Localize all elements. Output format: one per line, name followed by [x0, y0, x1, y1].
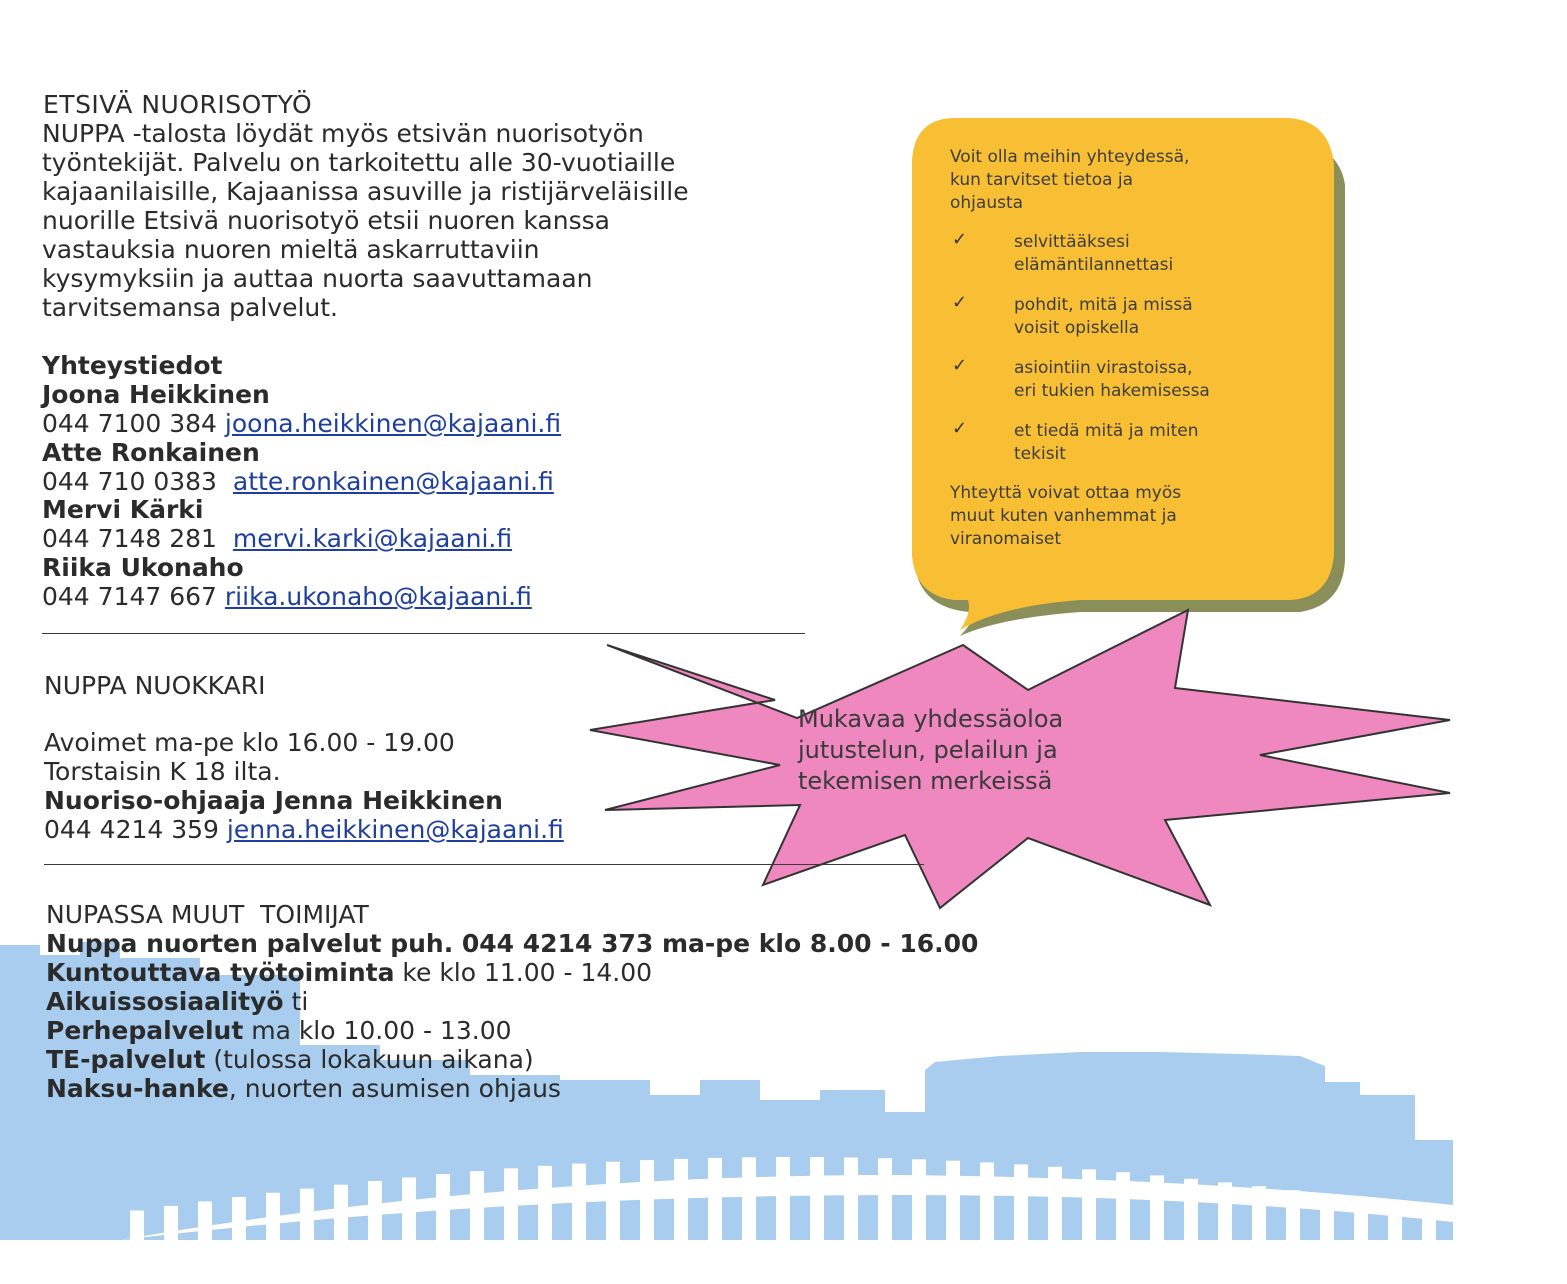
bubble-intro: kun tarvitset tietoa ja: [950, 170, 1134, 190]
bubble-outro: Yhteyttä voivat ottaa myös: [950, 483, 1182, 503]
nuokkari-thursday: Torstaisin K 18 ilta.: [44, 757, 281, 786]
contact-name: Mervi Kärki: [42, 495, 204, 524]
service-name: Kuntouttava työtoiminta: [46, 958, 395, 987]
etsiva-line: kajaanilaisille, Kajaanissa asuville ja ristijärveläisille: [42, 177, 689, 206]
contact-row: [42, 409, 561, 438]
check-icon: ✓: [952, 292, 968, 313]
contact-email-link[interactable]: atte.ronkainen@kajaani.fi: [232, 467, 554, 496]
bubble-outro: muut kuten vanhemmat ja: [950, 506, 1177, 526]
service-detail: ma klo 10.00 - 13.00: [243, 1016, 512, 1045]
contact-email-link[interactable]: mervi.karki@kajaani.fi: [232, 524, 513, 553]
etsiva-line: työntekijät. Palvelu on tarkoitettu alle 30-vuotiaille: [42, 148, 676, 177]
check-icon: ✓: [952, 355, 968, 376]
etsiva-line: vastauksia nuoren mieltä askarruttaviin: [42, 235, 540, 264]
contact-phone: 044 7148 281: [42, 524, 217, 553]
check-icon: ✓: [952, 418, 968, 439]
service-item: [46, 1045, 534, 1074]
contact-phone: 044 710 0383: [42, 467, 217, 496]
etsiva-line: NUPPA -talosta löydät myös etsivän nuorisotyön: [42, 119, 644, 148]
check-icon: ✓: [952, 229, 968, 250]
service-detail: ke klo 11.00 - 14.00: [394, 958, 653, 987]
contact-email-link[interactable]: riika.ukonaho@kajaani.fi: [224, 582, 532, 611]
contact-name: Joona Heikkinen: [42, 380, 270, 409]
service-item: [46, 987, 308, 1016]
bubble-item: selvittääksesi: [1014, 232, 1130, 252]
service-name: Nuppa nuorten palvelut puh. 044 4214 373 ma-pe klo 8.00 - 16.00: [46, 929, 979, 958]
service-name: TE-palvelut: [46, 1045, 206, 1074]
bubble-intro: ohjausta: [950, 193, 1024, 213]
service-item: [46, 958, 652, 987]
etsiva-line: nuorille Etsivä nuorisotyö etsii nuoren kanssa: [42, 206, 610, 235]
bubble-outro: viranomaiset: [950, 529, 1062, 549]
divider: [42, 633, 805, 634]
section-heading-etsiva: ETSIVÄ NUORISOTYÖ: [43, 90, 313, 119]
bubble-item: voisit opiskella: [1014, 318, 1140, 338]
service-name: Perhepalvelut: [46, 1016, 244, 1045]
nuokkari-leader: Nuoriso-ohjaaja Jenna Heikkinen: [44, 786, 503, 815]
contact-name: Atte Ronkainen: [42, 438, 260, 467]
contact-name: Riika Ukonaho: [42, 553, 244, 582]
contact-phone: 044 7147 667: [42, 582, 217, 611]
contact-row: [42, 467, 554, 496]
bubble-item: et tiedä mitä ja miten: [1014, 421, 1199, 441]
contact-phone: 044 4214 359: [44, 815, 219, 844]
bubble-item: asiointiin virastoissa,: [1014, 358, 1193, 378]
service-item: [46, 1016, 512, 1045]
bubble-item: pohdit, mitä ja missä: [1014, 295, 1193, 315]
bubble-item: elämäntilannettasi: [1014, 255, 1174, 275]
divider: [44, 864, 924, 865]
service-name: Aikuissosiaalityö: [46, 987, 284, 1016]
contact-row: [42, 582, 532, 611]
contact-email-link[interactable]: jenna.heikkinen@kajaani.fi: [226, 815, 564, 844]
contact-row: [44, 815, 564, 844]
etsiva-line: kysymyksiin ja auttaa nuorta saavuttamaan: [42, 264, 593, 293]
contact-email-link[interactable]: joona.heikkinen@kajaani.fi: [224, 409, 562, 438]
section-heading-nuokkari: NUPPA NUOKKARI: [44, 671, 266, 700]
service-detail: (tulossa lokakuun aikana): [205, 1045, 534, 1074]
service-item: [46, 929, 978, 958]
service-detail: , nuorten asumisen ohjaus: [228, 1074, 561, 1103]
star-line: tekemisen merkeissä: [798, 767, 1053, 795]
bubble-item: tekisit: [1014, 444, 1066, 464]
etsiva-line: tarvitsemansa palvelut.: [42, 293, 339, 322]
contact-phone: 044 7100 384: [42, 409, 217, 438]
contact-row: [42, 524, 512, 553]
section-heading-muut: NUPASSA MUUT TOIMIJAT: [46, 900, 369, 929]
service-item: [46, 1074, 561, 1103]
nuokkari-hours: Avoimet ma-pe klo 16.00 - 19.00: [44, 728, 455, 757]
contacts-heading: Yhteystiedot: [42, 351, 223, 380]
service-detail: ti: [283, 987, 309, 1016]
bubble-item: eri tukien hakemisessa: [1014, 381, 1210, 401]
star-line: Mukavaa yhdessäoloa: [798, 705, 1064, 733]
star-line: jutustelun, pelailun ja: [798, 736, 1058, 764]
service-name: Naksu-hanke: [46, 1074, 229, 1103]
bubble-intro: Voit olla meihin yhteydessä,: [950, 147, 1190, 167]
